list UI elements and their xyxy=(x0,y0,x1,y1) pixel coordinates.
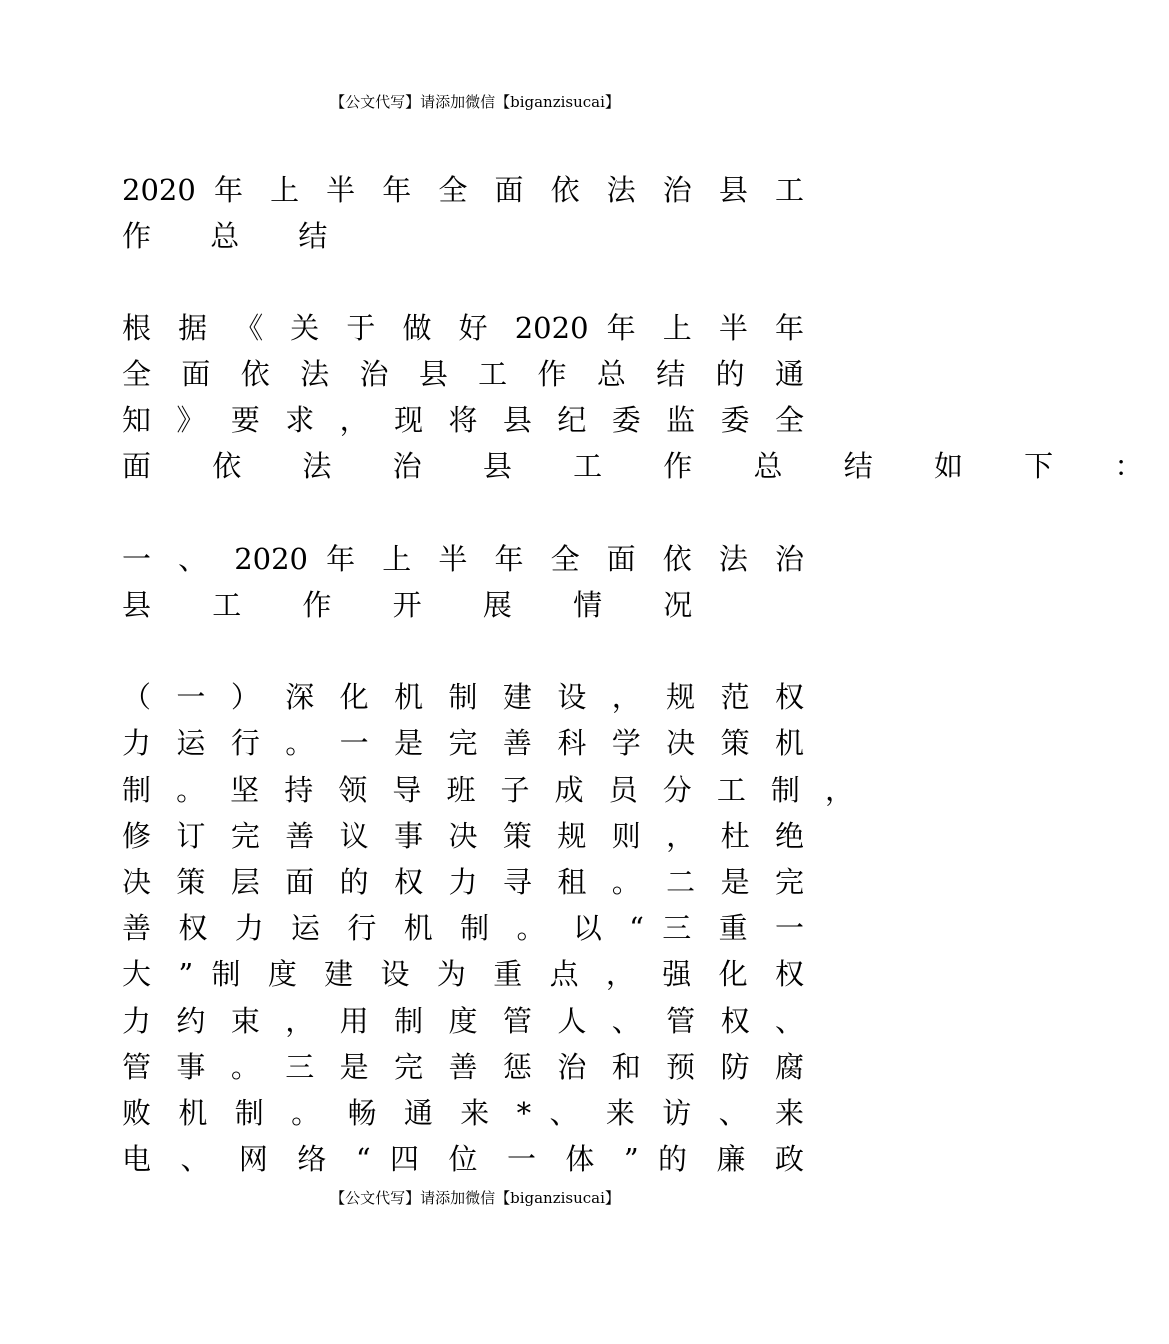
section-body-line: 力 约 束 ， 用 制 度 管 人 、 管 权 、 xyxy=(122,1004,804,1038)
intro-paragraph-line: 根 据 《 关 于 做 好 2020 年 上 半 年 xyxy=(122,311,804,345)
section-body-line: 决 策 层 面 的 权 力 寻 租 。 二 是 完 xyxy=(122,865,804,899)
running-footer: 【公文代写】请添加微信【biganzisucai】 xyxy=(330,1189,620,1207)
section-body-line: 管 事 。 三 是 完 善 惩 治 和 预 防 腐 xyxy=(122,1050,804,1084)
document-title-line-2: 作 总 结 xyxy=(122,219,353,253)
section-body-line: 败 机 制 。 畅 通 来 * 、 来 访 、 来 xyxy=(122,1096,804,1130)
section-body-line: （ 一 ） 深 化 机 制 建 设 ， 规 范 权 xyxy=(122,680,804,714)
intro-paragraph-line: 全 面 依 法 治 县 工 作 总 结 的 通 xyxy=(122,357,804,391)
document-title-line-1: 2020 年 上 半 年 全 面 依 法 治 县 工 xyxy=(122,173,804,207)
running-header: 【公文代写】请添加微信【biganzisucai】 xyxy=(330,93,620,111)
section-body-line: 修 订 完 善 议 事 决 策 规 则 ， 杜 绝 xyxy=(122,819,804,853)
section-body-line: 善 权 力 运 行 机 制 。 以 “ 三 重 一 xyxy=(122,911,804,945)
section-body-line: 电 、 网 络 “ 四 位 一 体 ” 的 廉 政 xyxy=(122,1142,804,1176)
section-body-line: 大 ” 制 度 建 设 为 重 点 ， 强 化 权 xyxy=(122,957,804,991)
section-heading-line-1: 一 、 2020 年 上 半 年 全 面 依 法 治 xyxy=(122,542,804,576)
section-body-line: 力 运 行 。 一 是 完 善 科 学 决 策 机 xyxy=(122,726,804,760)
section-heading-line-2: 县 工 作 开 展 情 况 xyxy=(122,588,719,622)
intro-paragraph-line: 知 》 要 求 ， 现 将 县 纪 委 监 委 全 xyxy=(122,403,804,437)
section-body-line: 制 。 坚 持 领 导 班 子 成 员 分 工 制 ， xyxy=(122,773,854,807)
intro-paragraph-line: 面 依 法 治 县 工 作 总 结 如 下 ： xyxy=(122,449,1169,483)
